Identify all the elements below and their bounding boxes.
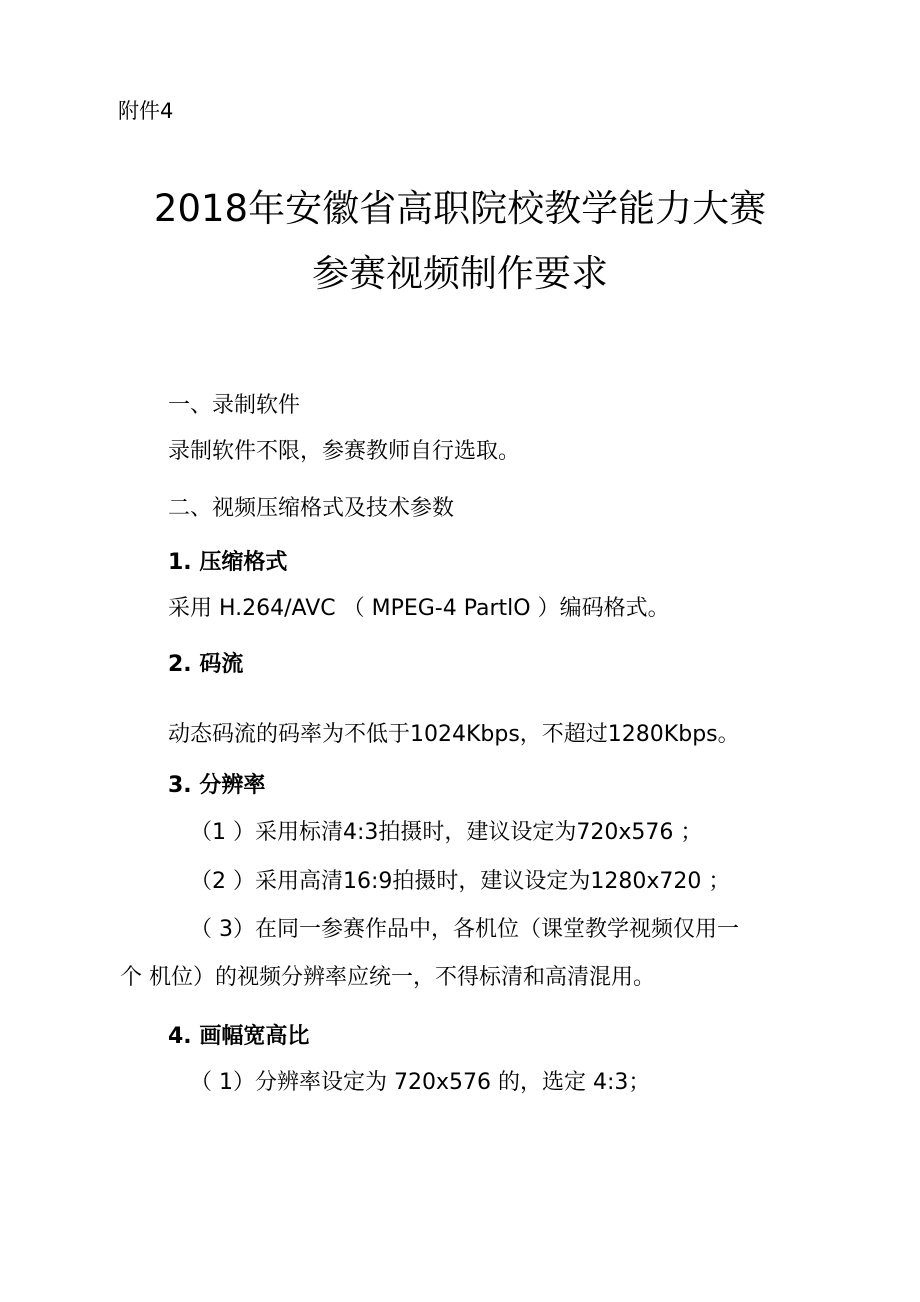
document-title-line1: 2018年安徽省高职院校教学能力大赛 [153,187,767,230]
attachment-label: 附件4 [118,99,174,123]
resolution-item-3-line1: （ 3）在同一参赛作品中，各机位（课堂教学视频仅用一 [190,917,739,942]
resolution-item-2: （2 ）采用高清16:9拍摄时，建议设定为1280x720 ； [190,869,731,894]
subsection-bitrate-text: 动态码流的码率为不低于1024Kbps，不超过1280Kbps。 [168,722,740,747]
subsection-aspect-ratio-heading: 4. 画幅宽高比 [168,1024,310,1049]
section-1-heading: 一、录制软件 [168,393,301,418]
subsection-bitrate-heading: 2. 码流 [168,652,244,677]
aspect-ratio-item-1: （ 1）分辨率设定为 720x576 的，选定 4:3； [190,1070,651,1095]
resolution-item-1: （1 ）采用标清4:3拍摄时，建议设定为720x576 ； [190,820,703,845]
subsection-resolution-heading: 3. 分辨率 [168,773,266,798]
resolution-item-3-line2: 个 机位）的视频分辨率应统一，不得标清和高清混用。 [120,965,655,990]
subsection-compression-heading: 1. 压缩格式 [168,550,288,575]
section-2-heading: 二、视频压缩格式及技术参数 [168,496,455,521]
section-1-text: 录制软件不限，参赛教师自行选取。 [168,439,521,464]
subsection-compression-text: 采用 H.264/AVC （ MPEG-4 PartlO ）编码格式。 [168,596,670,621]
document-title-line2: 参赛视频制作要求 [312,252,608,295]
